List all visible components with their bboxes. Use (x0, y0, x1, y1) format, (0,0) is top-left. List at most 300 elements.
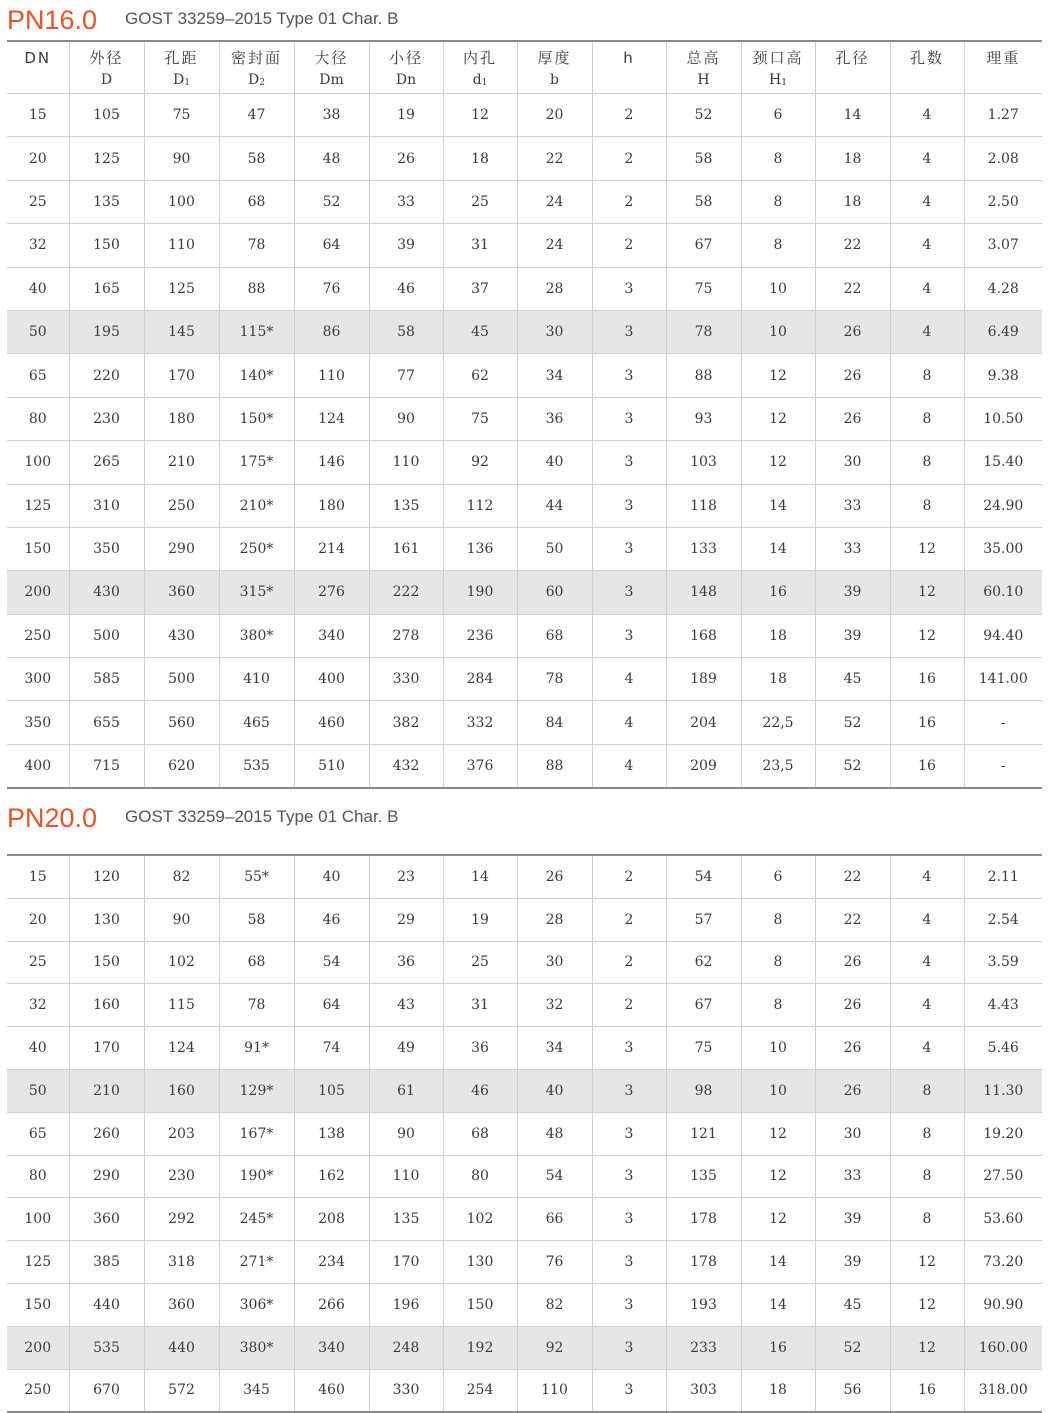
section-pn20 (7, 798, 1041, 1413)
table-row (7, 898, 1042, 941)
table-cell: 180 (294, 484, 369, 527)
table-cell: 12 (741, 441, 815, 484)
table-cell: 102 (443, 1198, 517, 1241)
table-cell: 22 (517, 137, 592, 180)
table-cell: 36 (443, 1027, 517, 1070)
table-cell: 510 (294, 744, 369, 788)
table-cell: 233 (666, 1326, 741, 1369)
table-cell: 292 (144, 1198, 219, 1241)
table-row (7, 1027, 1042, 1070)
column-header-label: 内孔 (462, 49, 497, 67)
table-cell: 16 (890, 701, 964, 744)
table-cell: 220 (69, 354, 144, 397)
table-cell: 3 (592, 1198, 666, 1241)
table-cell: 105 (69, 94, 144, 137)
table-cell: 4 (592, 701, 666, 744)
table-cell: 178 (666, 1198, 741, 1241)
table-cell: 16 (890, 744, 964, 788)
table-cell: 54 (294, 941, 369, 984)
table-cell: 11.30 (964, 1069, 1042, 1112)
table-cell: 4 (890, 137, 964, 180)
table-cell: 209 (666, 744, 741, 788)
table-cell: 400 (294, 658, 369, 701)
table-cell: 50 (517, 527, 592, 570)
symbol-subscript: 1 (184, 78, 190, 88)
table-cell: 8 (890, 484, 964, 527)
table-cell: 175* (219, 441, 294, 484)
table-row (7, 224, 1042, 267)
table-cell: 100 (7, 441, 69, 484)
table-cell: 9.38 (964, 354, 1042, 397)
table-cell: 430 (69, 571, 144, 614)
table-cell: 64 (294, 984, 369, 1027)
table-cell: 67 (666, 984, 741, 1027)
table-cell: 150* (219, 397, 294, 440)
table-cell: 47 (219, 94, 294, 137)
table-cell: 2.54 (964, 898, 1042, 941)
table-cell: 168 (666, 614, 741, 657)
table-cell: 54 (666, 855, 741, 898)
table-cell: 145 (144, 310, 219, 353)
table-cell: 22 (815, 855, 890, 898)
symbol-text: b (550, 72, 559, 88)
table-cell: 16 (741, 1326, 815, 1369)
table-cell: 52 (666, 94, 741, 137)
flange-table-pn16 (7, 40, 1042, 789)
table-cell: 35.00 (964, 527, 1042, 570)
column-header-label: 孔距 (164, 49, 199, 67)
table-cell: 148 (666, 571, 741, 614)
table-cell: 18 (741, 658, 815, 701)
table-cell: 39 (815, 571, 890, 614)
table-cell: 68 (443, 1112, 517, 1155)
table-cell: 440 (144, 1326, 219, 1369)
table-row (7, 1155, 1042, 1198)
table-cell: 75 (443, 397, 517, 440)
column-header (592, 41, 666, 94)
table-cell: 290 (69, 1155, 144, 1198)
table-cell: 2 (592, 941, 666, 984)
table-cell: 3 (592, 484, 666, 527)
table-cell: 39 (815, 614, 890, 657)
table-cell: 3 (592, 1369, 666, 1412)
table-cell: 26 (517, 855, 592, 898)
table-cell: 12 (890, 1241, 964, 1284)
table-cell: 6 (741, 855, 815, 898)
column-header-label: 小径 (388, 49, 423, 67)
symbol-subscript: 1 (481, 78, 488, 88)
table-cell: 22 (815, 224, 890, 267)
table-cell: 250 (7, 1369, 69, 1412)
table-cell: 33 (815, 484, 890, 527)
table-cell: 32 (7, 224, 69, 267)
table-cell: 380* (219, 1326, 294, 1369)
table-cell: 124 (144, 1027, 219, 1070)
table-cell: 43 (369, 984, 443, 1027)
table-cell: 78 (517, 658, 592, 701)
table-cell: 210 (69, 1069, 144, 1112)
standard-label: GOST 33259–2015 Type 01 Char. B (125, 9, 399, 28)
table-cell: 15.40 (964, 441, 1042, 484)
table-row (7, 941, 1042, 984)
table-cell: 150 (443, 1283, 517, 1326)
column-header (517, 41, 592, 94)
table-cell: 91* (219, 1027, 294, 1070)
table-cell: 8 (890, 1069, 964, 1112)
table-cell: 18 (443, 137, 517, 180)
table-cell: 53.60 (964, 1198, 1042, 1241)
table-cell: 10 (741, 267, 815, 310)
table-cell: 60 (517, 571, 592, 614)
table-cell: 45 (815, 658, 890, 701)
table-cell: 135 (666, 1155, 741, 1198)
table-cell: 26 (815, 1027, 890, 1070)
table-cell: 14 (741, 1241, 815, 1284)
table-cell: 50 (7, 1069, 69, 1112)
table-cell: 3 (592, 1112, 666, 1155)
table-cell: 58 (369, 310, 443, 353)
table-cell: 332 (443, 701, 517, 744)
table-cell: 284 (443, 658, 517, 701)
table-cell: 23,5 (741, 744, 815, 788)
table-cell: 14 (443, 855, 517, 898)
table-cell: 78 (219, 984, 294, 1027)
table-cell: 8 (890, 1155, 964, 1198)
table-cell: 44 (517, 484, 592, 527)
table-cell: 33 (369, 180, 443, 223)
table-cell: 178 (666, 1241, 741, 1284)
table-cell: 8 (890, 354, 964, 397)
table-cell: 3.07 (964, 224, 1042, 267)
table-cell: 120 (69, 855, 144, 898)
table-cell: 278 (369, 614, 443, 657)
table-cell: 190 (443, 571, 517, 614)
table-cell: 78 (219, 224, 294, 267)
table-cell: 55* (219, 855, 294, 898)
table-cell: 39 (815, 1241, 890, 1284)
table-cell: 92 (443, 441, 517, 484)
table-cell: 65 (7, 354, 69, 397)
table-cell: 340 (294, 614, 369, 657)
table-cell: 3 (592, 1326, 666, 1369)
table-cell: 203 (144, 1112, 219, 1155)
table-cell: 22,5 (741, 701, 815, 744)
symbol-subscript: 1 (781, 78, 787, 88)
table-cell: 4 (890, 941, 964, 984)
table-cell: 3 (592, 441, 666, 484)
column-header-symbol (444, 69, 517, 93)
table-cell: 12 (890, 1283, 964, 1326)
symbol-text: Dn (395, 72, 417, 88)
table-row (7, 571, 1042, 614)
table-cell: 10.50 (964, 397, 1042, 440)
table-cell: 34 (517, 354, 592, 397)
table-cell: 130 (69, 898, 144, 941)
table-cell: 33 (815, 527, 890, 570)
table-row (7, 744, 1042, 788)
table-cell: 92 (517, 1326, 592, 1369)
table-cell: 10 (741, 310, 815, 353)
table-cell: 90 (144, 898, 219, 941)
table-cell: 115* (219, 310, 294, 353)
table-cell: 124 (294, 397, 369, 440)
table-cell: 20 (517, 94, 592, 137)
table-row (7, 658, 1042, 701)
table-cell: 3 (592, 571, 666, 614)
table-cell: 230 (144, 1155, 219, 1198)
table-cell: 12 (741, 397, 815, 440)
table-cell: 31 (443, 224, 517, 267)
table-cell: 3 (592, 1155, 666, 1198)
table-cell: 160 (69, 984, 144, 1027)
table-cell: 110 (517, 1369, 592, 1412)
table-cell: 3 (592, 1027, 666, 1070)
table-cell: 24 (517, 224, 592, 267)
table-cell: 3 (592, 1283, 666, 1326)
table-cell: 8 (741, 137, 815, 180)
table-cell: 125 (7, 1241, 69, 1284)
table-cell: 2.50 (964, 180, 1042, 223)
table-cell: 130 (443, 1241, 517, 1284)
column-header-symbol (370, 69, 443, 91)
table-cell: 61 (369, 1069, 443, 1112)
table-cell: 84 (517, 701, 592, 744)
table-cell: 133 (666, 527, 741, 570)
table-cell: 2 (592, 984, 666, 1027)
table-cell: 12 (890, 614, 964, 657)
table-cell: 715 (69, 744, 144, 788)
table-row (7, 1112, 1042, 1155)
table-cell: 189 (666, 658, 741, 701)
table-cell: 3 (592, 397, 666, 440)
table-cell: 135 (369, 484, 443, 527)
table-cell: 12 (741, 1112, 815, 1155)
table-cell: 271* (219, 1241, 294, 1284)
table-cell: 110 (144, 224, 219, 267)
table-cell: 14 (741, 1283, 815, 1326)
table-cell: 670 (69, 1369, 144, 1412)
table-cell: 46 (443, 1069, 517, 1112)
table-cell: 162 (294, 1155, 369, 1198)
table-cell: 64 (294, 224, 369, 267)
table-row (7, 267, 1042, 310)
table-cell: 77 (369, 354, 443, 397)
table-cell: 12 (890, 571, 964, 614)
column-header-symbol (145, 69, 219, 93)
symbol-text: D (100, 72, 113, 88)
column-header-symbol (295, 69, 369, 91)
table-cell: 360 (144, 1283, 219, 1326)
table-cell: 330 (369, 658, 443, 701)
table-cell: 10 (741, 1069, 815, 1112)
table-cell: 655 (69, 701, 144, 744)
table-cell: 350 (69, 527, 144, 570)
table-cell: 430 (144, 614, 219, 657)
table-cell: 136 (443, 527, 517, 570)
table-cell: 66 (517, 1198, 592, 1241)
symbol-text: D (173, 72, 185, 88)
table-cell: 58 (219, 898, 294, 941)
table-cell: 80 (7, 1155, 69, 1198)
table-cell: 208 (294, 1198, 369, 1241)
table-cell: 135 (369, 1198, 443, 1241)
table-cell: 76 (294, 267, 369, 310)
column-header-label: 厚度 (537, 49, 572, 67)
table-cell: 90 (144, 137, 219, 180)
table-cell: 254 (443, 1369, 517, 1412)
table-cell: 385 (69, 1241, 144, 1284)
table-cell: 315* (219, 571, 294, 614)
table-cell: 26 (815, 1069, 890, 1112)
table-cell: 62 (443, 354, 517, 397)
table-cell: 40 (7, 1027, 69, 1070)
table-cell: 8 (890, 441, 964, 484)
column-header-symbol (70, 69, 144, 91)
table-cell: 22 (815, 267, 890, 310)
table-cell: 110 (294, 354, 369, 397)
column-header (666, 41, 741, 94)
table-cell: 52 (815, 701, 890, 744)
table-cell: 2 (592, 855, 666, 898)
column-header (219, 41, 294, 94)
table-cell: 58 (666, 180, 741, 223)
table-cell: 204 (666, 701, 741, 744)
table-cell: 60.10 (964, 571, 1042, 614)
pressure-nominal-title: PN20.0 (7, 803, 98, 833)
table-cell: 94.40 (964, 614, 1042, 657)
table-cell: 318 (144, 1241, 219, 1284)
table-cell: 118 (666, 484, 741, 527)
table-cell: 360 (69, 1198, 144, 1241)
table-cell: 50 (7, 310, 69, 353)
table-cell: 25 (7, 180, 69, 223)
table-cell: 250 (7, 614, 69, 657)
table-cell: 2 (592, 137, 666, 180)
table-cell: 248 (369, 1326, 443, 1369)
table-cell: 170 (369, 1241, 443, 1284)
column-header-label: 孔径 (835, 49, 870, 67)
table-cell: 46 (294, 898, 369, 941)
pressure-nominal-title: PN16.0 (7, 5, 98, 35)
table-cell: 100 (7, 1198, 69, 1241)
column-header-label: 大径 (314, 49, 349, 67)
table-cell: 112 (443, 484, 517, 527)
table-cell: 8 (741, 180, 815, 223)
table-cell: 93 (666, 397, 741, 440)
table-cell: 16 (890, 1369, 964, 1412)
table-cell: 75 (144, 94, 219, 137)
table-cell: 170 (144, 354, 219, 397)
column-header-symbol (518, 69, 592, 91)
table-cell: 200 (7, 1326, 69, 1369)
table-cell: 75 (666, 1027, 741, 1070)
table-cell: 8 (890, 1112, 964, 1155)
table-cell: 24.90 (964, 484, 1042, 527)
table-cell: 100 (144, 180, 219, 223)
table-cell: 75 (666, 267, 741, 310)
column-header (890, 41, 964, 94)
table-cell: 360 (144, 571, 219, 614)
table-row (7, 1198, 1042, 1241)
table-cell: 4 (890, 855, 964, 898)
table-cell: 48 (294, 137, 369, 180)
table-cell: 58 (219, 137, 294, 180)
table-cell: 161 (369, 527, 443, 570)
table-cell: 460 (294, 1369, 369, 1412)
table-cell: 78 (666, 310, 741, 353)
table-cell: 306* (219, 1283, 294, 1326)
table-cell: 52 (294, 180, 369, 223)
table-cell: 57 (666, 898, 741, 941)
table-cell: 195 (69, 310, 144, 353)
table-cell: 4 (890, 1027, 964, 1070)
table-cell: 12 (890, 1326, 964, 1369)
table-cell: 150 (7, 527, 69, 570)
table-cell: 56 (815, 1369, 890, 1412)
table-cell: 40 (517, 1069, 592, 1112)
table-cell: 98 (666, 1069, 741, 1112)
section-header (7, 798, 1041, 838)
table-cell: 141.00 (964, 658, 1042, 701)
table-cell: 12 (741, 1198, 815, 1241)
table-cell: 180 (144, 397, 219, 440)
table-row (7, 1069, 1042, 1112)
table-cell: 68 (517, 614, 592, 657)
table-cell: 8 (890, 397, 964, 440)
table-cell: 150 (7, 1283, 69, 1326)
table-cell: 27.50 (964, 1155, 1042, 1198)
table-row (7, 1326, 1042, 1369)
table-cell: 3 (592, 310, 666, 353)
table-cell: 2 (592, 94, 666, 137)
column-header-symbol (667, 69, 741, 91)
table-cell: 380* (219, 614, 294, 657)
table-cell: 3 (592, 267, 666, 310)
table-body (7, 94, 1042, 789)
table-cell: 129* (219, 1069, 294, 1112)
column-header (964, 41, 1042, 94)
table-row (7, 1369, 1042, 1412)
table-cell: 8 (741, 941, 815, 984)
table-cell: 234 (294, 1241, 369, 1284)
column-header-symbol (220, 69, 294, 93)
table-cell: 105 (294, 1069, 369, 1112)
symbol-text: d (472, 72, 482, 88)
table-cell: 4 (890, 180, 964, 223)
table-cell: 45 (443, 310, 517, 353)
table-cell: 2 (592, 224, 666, 267)
table-cell: 24 (517, 180, 592, 223)
table-cell: 330 (369, 1369, 443, 1412)
table-cell: 62 (666, 941, 741, 984)
table-row (7, 354, 1042, 397)
table-cell: 535 (69, 1326, 144, 1369)
table-cell: 230 (69, 397, 144, 440)
table-cell: 150 (69, 941, 144, 984)
table-cell: 29 (369, 898, 443, 941)
table-row (7, 397, 1042, 440)
table-cell: 214 (294, 527, 369, 570)
table-cell: 4 (890, 94, 964, 137)
table-cell: 3 (592, 1069, 666, 1112)
table-cell: 432 (369, 744, 443, 788)
table-cell: 68 (219, 941, 294, 984)
column-header-label: 理重 (986, 49, 1021, 67)
table-cell: 167* (219, 1112, 294, 1155)
table-cell: 170 (69, 1027, 144, 1070)
table-cell: 250* (219, 527, 294, 570)
table-cell: 350 (7, 701, 69, 744)
